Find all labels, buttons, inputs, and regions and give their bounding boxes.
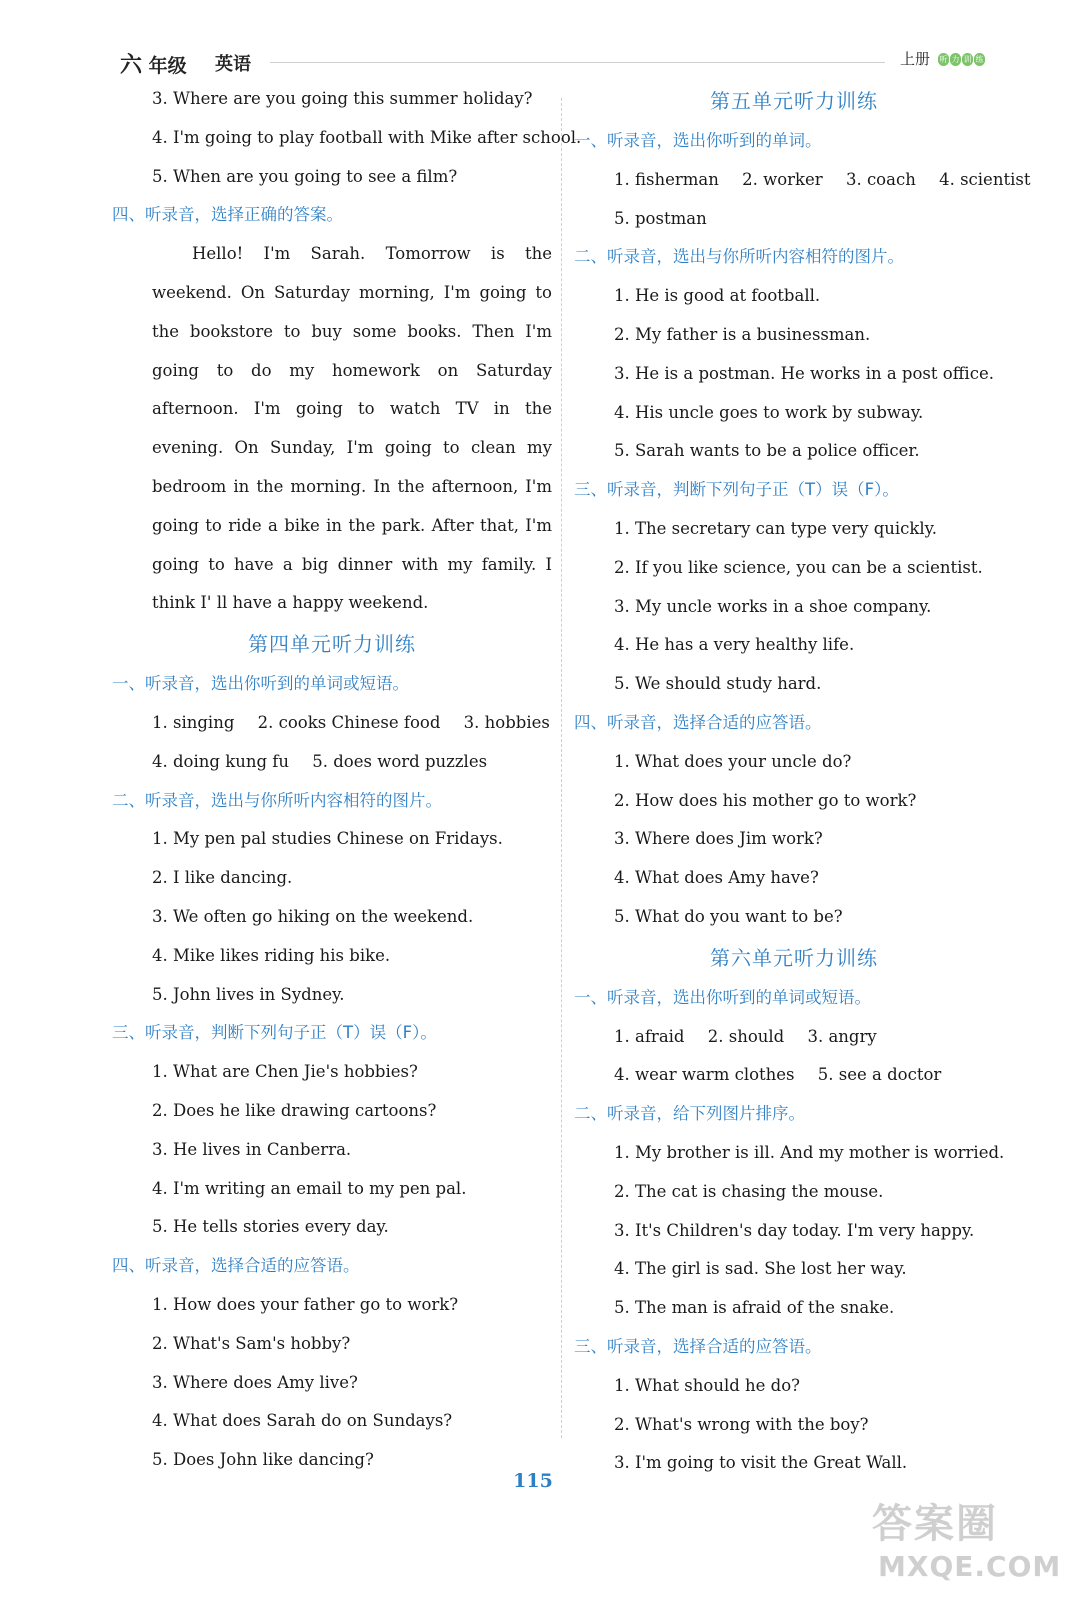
word-row [112, 743, 552, 782]
list-item: 5. John lives in Sydney. [152, 984, 345, 1004]
section-title: 二、听录音，选出与你所听内容相符的图片。 [112, 790, 442, 810]
list-item: 4. Mike likes riding his bike. [152, 945, 391, 965]
list-item: 1. He is good at football. [614, 286, 821, 306]
page-number: 115 [513, 1470, 553, 1492]
unit-title: 第四单元听力训练 [248, 632, 416, 657]
series-badge [938, 53, 985, 66]
list-item: 5. We should study hard. [614, 674, 822, 694]
subject-label: 英语 [215, 54, 251, 75]
list-item: 3. He is a postman. He works in a post office. [614, 363, 994, 383]
list-item: 5. When are you going to see a film? [152, 166, 458, 186]
list-item: 1. What are Chen Jie's hobbies? [152, 1062, 418, 1082]
section-title: 二、听录音，给下列图片排序。 [574, 1104, 805, 1124]
badge-char: 训 [963, 55, 972, 64]
list-item: 2. The cat is chasing the mouse. [614, 1181, 884, 1201]
list-item: 1. The secretary can type very quickly. [614, 518, 938, 538]
word-item: 2. cooks Chinese food [257, 712, 441, 732]
list-item: 5. What do you want to be? [614, 906, 843, 926]
word-item: 2. worker [742, 169, 823, 189]
page-header [0, 0, 1066, 90]
list-item: 3. It's Children's day today. I'm very happy. [614, 1220, 975, 1240]
list-item: 5. The man is afraid of the snake. [614, 1298, 895, 1318]
badge-char: 力 [951, 55, 960, 64]
column-divider [561, 98, 562, 1438]
list-item: 1. My brother is ill. And my mother is worried. [614, 1142, 1005, 1162]
list-item: 5. Sarah wants to be a police officer. [614, 441, 920, 461]
word-row [112, 704, 552, 743]
word-item: 3. angry [807, 1026, 877, 1046]
list-item: 2. Does he like drawing cartoons? [152, 1100, 437, 1120]
list-item: 4. He has a very healthy life. [614, 635, 855, 655]
list-item: 3. Where are you going this summer holiday? [152, 89, 533, 108]
list-item: 4. What does Amy have? [614, 868, 819, 888]
list-item: 3. I'm going to visit the Great Wall. [614, 1453, 908, 1473]
word-item: 4. wear warm clothes [614, 1065, 795, 1085]
list-item: 1. What does your uncle do? [614, 751, 852, 771]
list-item: 5. Does John like dancing? [152, 1450, 374, 1470]
word-row [574, 1018, 1014, 1057]
volume-label: 上册 [900, 50, 931, 68]
badge-char: 练 [975, 55, 984, 64]
word-item: 1. fisherman [614, 169, 719, 189]
reading-passage: Hello! I'm Sarah. Tomorrow is the weekend. On Saturday morning, I'm going to the bookstore to buy some books. Then I'm going to do my homework on Saturday afternoon. I'm going to watch TV in the evening. On Sunday, I'm going to clean my bedroom in the morning. In the afternoon, I'm going to ride a bike in the park. After that, I'm going to have a big dinner with my family. I think I' ll have a happy weekend. [152, 244, 552, 613]
list-item: 1. My pen pal studies Chinese on Fridays. [152, 829, 503, 849]
header-rule [270, 62, 885, 63]
list-item: 2. What's Sam's hobby? [152, 1333, 351, 1353]
list-item: 3. We often go hiking on the weekend. [152, 906, 474, 926]
list-item: 2. How does his mother go to work? [614, 790, 917, 810]
unit-title: 第六单元听力训练 [710, 945, 878, 970]
unit-title: 第五单元听力训练 [710, 89, 878, 113]
section-title: 一、听录音，选出你听到的单词。 [574, 131, 822, 150]
watermark [872, 1492, 1062, 1592]
watermark-site: MXQE.COM [878, 1550, 1062, 1583]
list-item: 4. The girl is sad. She lost her way. [614, 1259, 907, 1279]
section-title: 一、听录音，选出你听到的单词或短语。 [574, 987, 871, 1007]
section-title: 二、听录音，选出与你所听内容相符的图片。 [574, 247, 904, 267]
section-title: 三、听录音，判断下列句子正（T）误（F）。 [574, 480, 899, 500]
list-item: 3. My uncle works in a shoe company. [614, 596, 932, 616]
grade-label: 六 年级 [120, 53, 187, 78]
word-item: 3. hobbies [463, 712, 550, 732]
list-item: 5. He tells stories every day. [152, 1217, 389, 1237]
list-item: 2. If you like science, you can be a scientist. [614, 557, 983, 577]
list-item: 4. His uncle goes to work by subway. [614, 402, 924, 422]
list-item: 2. My father is a businessman. [614, 324, 871, 344]
word-item: 4. doing kung fu [152, 751, 289, 771]
watermark-brand: 答案圈 [872, 1501, 998, 1547]
badge-char: 听 [939, 55, 948, 64]
right-column [574, 80, 1031, 1483]
word-item: 5. postman [614, 208, 707, 228]
left-column [112, 80, 582, 1480]
list-item: 1. How does your father go to work? [152, 1294, 459, 1314]
list-item: 4. I'm writing an email to my pen pal. [152, 1178, 467, 1198]
section-title: 三、听录音，判断下列句子正（T）误（F）。 [112, 1023, 437, 1043]
word-item: 3. coach [845, 169, 916, 189]
list-item: 2. I like dancing. [152, 868, 293, 888]
section-title: 一、听录音，选出你听到的单词或短语。 [112, 674, 409, 694]
word-item: 1. afraid [614, 1026, 685, 1046]
list-item: 4. I'm going to play football with Mike after school. [152, 127, 582, 147]
list-item: 2. What's wrong with the boy? [614, 1414, 869, 1434]
word-item: 1. singing [152, 712, 235, 732]
list-item: 3. Where does Amy live? [152, 1372, 358, 1392]
list-item: 3. He lives in Canberra. [152, 1139, 352, 1159]
section-title: 四、听录音，选择合适的应答语。 [574, 712, 822, 732]
section-title: 三、听录音，选择合适的应答语。 [574, 1336, 822, 1356]
word-row [574, 161, 1031, 200]
section-title: 四、听录音，选择合适的应答语。 [112, 1256, 360, 1276]
list-item: 4. What does Sarah do on Sundays? [152, 1411, 453, 1431]
list-item: 3. Where does Jim work? [614, 829, 823, 849]
word-item: 4. scientist [939, 169, 1031, 189]
word-item: 5. does word puzzles [312, 751, 488, 771]
word-item: 5. see a doctor [817, 1065, 942, 1085]
list-item: 1. What should he do? [614, 1375, 801, 1395]
section-title: 四、听录音，选择正确的答案。 [112, 205, 343, 225]
word-item: 2. should [707, 1026, 785, 1046]
word-row [574, 1056, 1014, 1095]
word-row [574, 200, 1014, 239]
